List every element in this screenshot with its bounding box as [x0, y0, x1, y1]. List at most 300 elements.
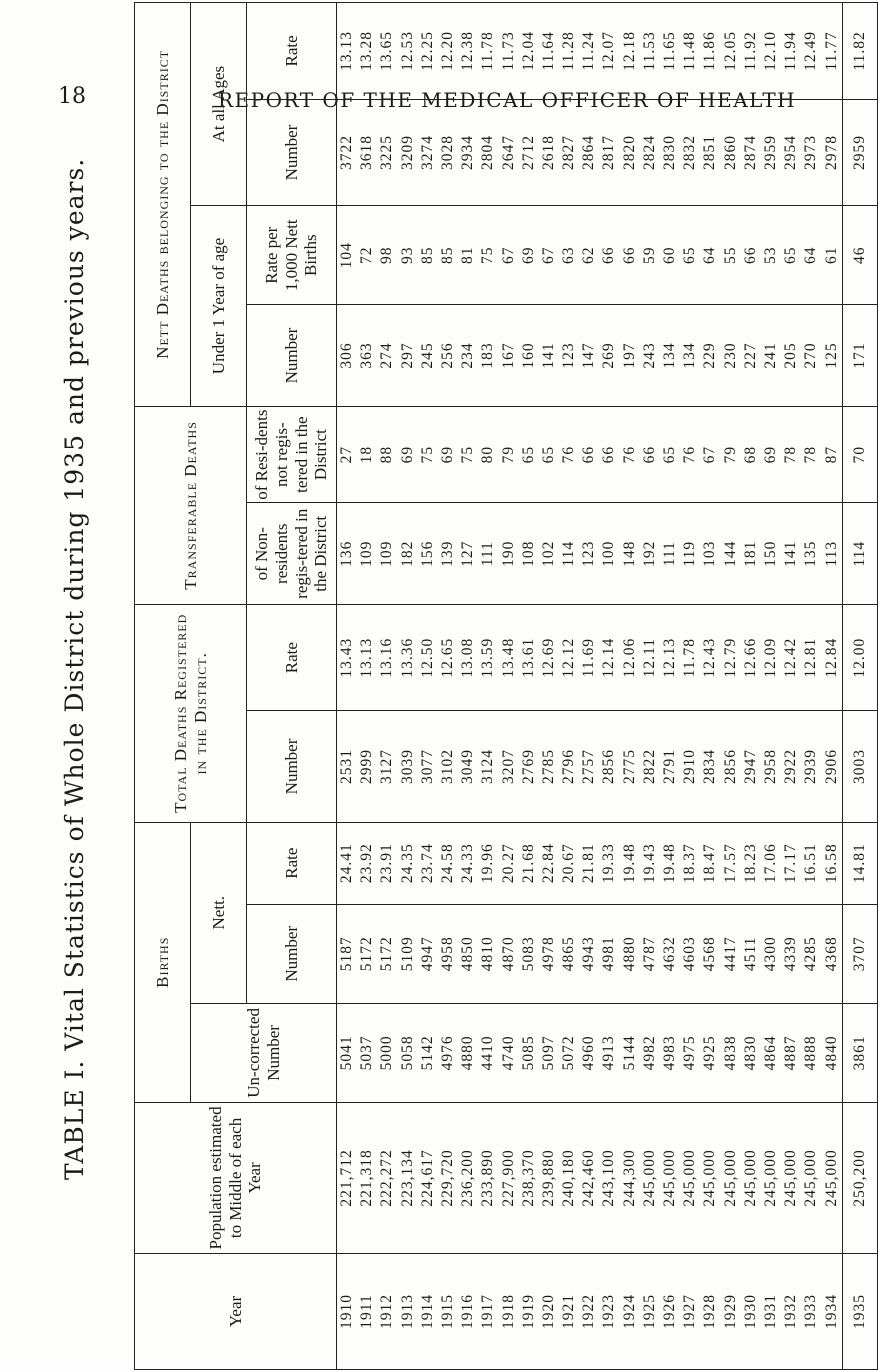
table-cell: 108	[519, 540, 537, 567]
table-cell: 11.28	[560, 31, 578, 71]
table-cell: 123	[560, 342, 578, 369]
table-cell: 1932	[782, 1294, 800, 1329]
table-cell: 245,000	[640, 1149, 658, 1207]
table-cell: 5041	[338, 1035, 355, 1071]
total-nett-deaths-number: 2959	[842, 99, 877, 205]
table-cell: 11.92	[741, 31, 759, 71]
table-cell: 69	[519, 246, 537, 264]
table-cell: 17.57	[721, 843, 739, 884]
table-cell: 4887	[782, 1035, 800, 1071]
table-cell: 88	[378, 445, 396, 464]
table-cell: 72	[358, 246, 376, 264]
table-cell: 4787	[640, 936, 658, 972]
table-cell: 270	[802, 342, 820, 369]
table-cell: 3274	[418, 135, 436, 170]
col-births-uncorrected	[337, 1003, 843, 1102]
table-cell: 11.94	[782, 31, 800, 71]
table-cell: 12.50	[418, 637, 436, 678]
table-cell: 1921	[560, 1294, 578, 1329]
table-cell: 2860	[721, 135, 739, 170]
table-cell: 363	[358, 342, 376, 369]
table-cell: 65	[539, 445, 557, 464]
table-cell: 1912	[378, 1294, 396, 1329]
header-under-1-number: Number	[247, 305, 337, 407]
table-cell: 2939	[802, 748, 820, 784]
header-residents: of Resi-dents not regis-tered in the District	[247, 406, 337, 503]
table-cell: 19.96	[479, 843, 497, 884]
table-cell: 12.84	[822, 637, 840, 678]
table-cell: 4958	[438, 936, 456, 972]
table-cell: 67	[539, 246, 557, 264]
table-cell: 2618	[539, 135, 557, 170]
table-cell: 2822	[640, 748, 658, 784]
col-under-1-number	[337, 305, 843, 407]
table-cell: 245,000	[761, 1149, 779, 1207]
table-cell: 141	[782, 540, 800, 567]
table-cell: 3077	[418, 748, 436, 784]
table-cell: 3722	[338, 135, 355, 170]
table-cell: 69	[398, 445, 416, 464]
table-cell: 111	[661, 541, 678, 567]
header-all-ages-number: Number	[247, 99, 337, 205]
table-cell: 244,300	[620, 1149, 638, 1207]
table-cell: 87	[822, 445, 840, 464]
col-nett-deaths-rate	[337, 3, 843, 100]
table-cell: 27	[338, 445, 355, 464]
table-cell: 11.73	[499, 31, 517, 71]
header-nett-deaths: Nett Deaths belonging to the District	[135, 3, 191, 407]
table-cell: 141	[539, 342, 557, 369]
table-cell: 18.37	[681, 843, 699, 884]
table-cell: 227,900	[499, 1149, 517, 1207]
total-under-1-number: 171	[842, 305, 877, 407]
table-cell: 12.11	[640, 638, 658, 678]
table-cell: 67	[701, 445, 719, 464]
table-cell: 4943	[580, 936, 598, 972]
table-cell: 2922	[782, 748, 800, 784]
table-cell: 2856	[600, 748, 618, 784]
table-cell: 2906	[822, 748, 840, 784]
table-cell: 2820	[620, 135, 638, 170]
table-cell: 1927	[681, 1294, 699, 1329]
table-cell: 150	[761, 540, 779, 567]
header-uncorrected-number: Un-corrected Number	[191, 1003, 337, 1102]
table-cell: 135	[802, 540, 820, 567]
header-total-deaths-rate: Rate	[247, 605, 337, 711]
table-cell: 4978	[539, 936, 557, 972]
table-cell: 66	[600, 445, 618, 464]
table-cell: 167	[499, 342, 517, 369]
table-cell: 205	[782, 342, 800, 369]
table-cell: 5187	[338, 936, 355, 972]
table-cell: 2769	[519, 748, 537, 784]
table-cell: 181	[741, 540, 759, 567]
table-cell: 2827	[560, 135, 578, 170]
table-cell: 76	[681, 445, 699, 464]
table-cell: 12.04	[519, 30, 537, 71]
table-cell: 13.13	[338, 30, 355, 71]
table-cell: 12.53	[398, 30, 416, 71]
header-births-rate: Rate	[247, 822, 337, 904]
table-cell: 12.66	[741, 637, 759, 678]
table-cell: 245,000	[721, 1149, 739, 1207]
table-cell: 223,134	[398, 1149, 416, 1207]
table-cell: 85	[438, 246, 456, 264]
table-cell: 18.23	[741, 843, 759, 884]
table-cell: 240,180	[560, 1149, 578, 1207]
table-cell: 134	[661, 342, 678, 369]
table-cell: 2864	[580, 135, 598, 170]
table-cell: 13.08	[459, 637, 477, 678]
table-cell: 1925	[640, 1294, 658, 1329]
total-population: 250,200	[842, 1102, 877, 1253]
table-cell: 12.18	[620, 30, 638, 71]
table-cell: 4368	[822, 936, 840, 972]
table-cell: 98	[378, 246, 396, 264]
table-cell: 1923	[600, 1294, 618, 1329]
total-births-nett-number: 3707	[842, 904, 877, 1003]
table-cell: 4975	[681, 1035, 699, 1071]
table-cell: 4913	[600, 1035, 618, 1071]
table-cell: 243,100	[600, 1149, 618, 1207]
table-cell: 13.59	[479, 637, 497, 678]
table-cell: 1933	[802, 1294, 820, 1329]
table-cell: 274	[378, 342, 396, 369]
table-cell: 2791	[661, 748, 678, 784]
table-cell: 2832	[681, 135, 699, 170]
table-cell: 11.78	[681, 638, 699, 678]
table-cell: 197	[620, 342, 638, 369]
table-cell: 19.48	[661, 843, 678, 884]
header-non-residents: of Non-residents regis-tered in the District	[247, 503, 337, 605]
table-cell: 2947	[741, 748, 759, 784]
table-cell: 4880	[459, 1035, 477, 1071]
table-cell: 245,000	[802, 1149, 820, 1207]
col-residents	[337, 406, 843, 503]
table-cell: 1919	[519, 1294, 537, 1329]
table-cell: 12.69	[539, 637, 557, 678]
total-nett-deaths-rate: 11.82	[842, 3, 877, 100]
table-cell: 147	[580, 342, 598, 369]
table-cell: 4888	[802, 1035, 820, 1071]
table-cell: 192	[640, 540, 658, 567]
header-year: Year	[135, 1253, 337, 1369]
table-cell: 55	[721, 246, 739, 264]
table-cell: 2874	[741, 135, 759, 170]
table-cell: 11.24	[580, 31, 598, 71]
table-cell: 3028	[438, 135, 456, 170]
table-cell: 236,200	[459, 1149, 477, 1207]
table-cell: 12.25	[418, 30, 436, 71]
table-cell: 67	[499, 246, 517, 264]
table-cell: 4983	[661, 1035, 678, 1071]
table-cell: 13.36	[398, 637, 416, 678]
table-cell: 221,318	[358, 1149, 376, 1207]
table-cell: 2834	[701, 748, 719, 784]
table-cell: 241	[761, 342, 779, 369]
table-cell: 66	[600, 246, 618, 264]
table-cell: 5085	[519, 1035, 537, 1071]
table-cell: 20.27	[499, 843, 517, 884]
table-cell: 1922	[580, 1294, 598, 1329]
table-cell: 148	[620, 540, 638, 567]
table-cell: 12.49	[802, 30, 820, 71]
table-cell: 11.64	[539, 31, 557, 71]
table-cell: 78	[782, 445, 800, 464]
table-cell: 134	[681, 342, 699, 369]
table-cell: 11.69	[580, 638, 598, 678]
table-cell: 2775	[620, 748, 638, 784]
table-cell: 4870	[499, 936, 517, 972]
table-cell: 75	[479, 246, 497, 264]
table-cell: 2830	[661, 135, 678, 170]
table-cell: 2757	[580, 748, 598, 784]
table-cell: 4850	[459, 936, 477, 972]
header-births: Births	[135, 822, 191, 1102]
table-cell: 12.06	[620, 637, 638, 678]
table-cell: 4568	[701, 936, 719, 972]
table-cell: 224,617	[418, 1149, 436, 1207]
total-deaths-rate: 12.00	[842, 605, 877, 711]
table-cell: 24.58	[438, 843, 456, 884]
table-cell: 297	[398, 342, 416, 369]
table-cell: 69	[761, 445, 779, 464]
table-cell: 4810	[479, 936, 497, 972]
table-cell: 245,000	[661, 1149, 678, 1207]
table-cell: 21.81	[580, 843, 598, 884]
table-cell: 11.86	[701, 31, 719, 71]
table-cell: 66	[741, 246, 759, 264]
table-cell: 2978	[822, 135, 840, 170]
table-cell: 2973	[802, 135, 820, 170]
table-cell: 24.33	[459, 843, 477, 884]
table-cell: 79	[721, 445, 739, 464]
table-cell: 1934	[822, 1294, 840, 1329]
table-cell: 5109	[398, 936, 416, 972]
vital-statistics-table	[134, 2, 868, 1370]
table-cell: 104	[338, 242, 355, 269]
table-cell: 2804	[479, 135, 497, 170]
total-births-uncorrected: 3861	[842, 1003, 877, 1102]
table-cell: 127	[459, 540, 477, 567]
table-cell: 1931	[761, 1294, 779, 1329]
table-cell: 4339	[782, 936, 800, 972]
table-cell: 2910	[681, 748, 699, 784]
table-cell: 12.42	[782, 637, 800, 678]
col-under-1-rate	[337, 206, 843, 305]
table-cell: 111	[479, 541, 497, 567]
table-cell: 5142	[418, 1035, 436, 1071]
table-cell: 242,460	[580, 1149, 598, 1207]
table-cell: 22.84	[539, 843, 557, 884]
table-cell: 5072	[560, 1035, 578, 1071]
table-cell: 103	[701, 540, 719, 567]
table-cell: 75	[459, 445, 477, 464]
table-cell: 11.48	[681, 31, 699, 71]
table-cell: 85	[418, 246, 436, 264]
table-cell: 18.47	[701, 843, 719, 884]
table-cell: 21.68	[519, 843, 537, 884]
table-cell: 79	[499, 445, 517, 464]
table-cell: 19.48	[620, 843, 638, 884]
table-cell: 12.65	[438, 637, 456, 678]
table-cell: 123	[580, 540, 598, 567]
table-cell: 1920	[539, 1294, 557, 1329]
col-population	[337, 1102, 843, 1253]
table-cell: 3225	[378, 135, 396, 170]
table-cell: 20.67	[560, 843, 578, 884]
total-births-nett-rate: 14.81	[842, 822, 877, 904]
table-cell: 1924	[620, 1294, 638, 1329]
table-cell: 64	[701, 246, 719, 264]
table-cell: 2958	[761, 748, 779, 784]
running-head: REPORT OF THE MEDICAL OFFICER OF HEALTH	[218, 88, 797, 112]
table-cell: 65	[681, 246, 699, 264]
table-cell: 114	[560, 540, 578, 567]
table-cell: 12.14	[600, 637, 618, 678]
table-cell: 76	[560, 445, 578, 464]
table-cell: 4603	[681, 936, 699, 972]
table-cell: 59	[640, 246, 658, 264]
table-cell: 12.05	[721, 30, 739, 71]
header-total-deaths-number: Number	[247, 711, 337, 822]
table-cell: 119	[681, 540, 699, 567]
table-cell: 245,000	[741, 1149, 759, 1207]
table-cell: 1914	[418, 1294, 436, 1329]
table-cell: 19.43	[640, 843, 658, 884]
table-cell: 1916	[459, 1294, 477, 1329]
table-cell: 12.43	[701, 637, 719, 678]
table-cell: 4840	[822, 1035, 840, 1071]
table-cell: 1918	[499, 1294, 517, 1329]
table-cell: 102	[539, 540, 557, 567]
table-cell: 222,272	[378, 1149, 396, 1207]
table-cell: 245,000	[701, 1149, 719, 1207]
table-cell: 2934	[459, 135, 477, 170]
total-residents: 70	[842, 406, 877, 503]
table-cell: 3102	[438, 748, 456, 784]
table-cell: 93	[398, 246, 416, 264]
table-cell: 2856	[721, 748, 739, 784]
table-cell: 4300	[761, 936, 779, 972]
table-cell: 183	[479, 342, 497, 369]
table-cell: 2959	[761, 135, 779, 170]
total-deaths-number: 3003	[842, 711, 877, 822]
table-cell: 65	[782, 246, 800, 264]
table-cell: 13.61	[519, 637, 537, 678]
table-cell: 1913	[398, 1294, 416, 1329]
table-cell: 4982	[640, 1035, 658, 1071]
table-cell: 19.33	[600, 843, 618, 884]
table-cell: 12.79	[721, 637, 739, 678]
table-cell: 109	[378, 540, 396, 567]
table-cell: 4981	[600, 936, 618, 972]
table-cell: 12.38	[459, 30, 477, 71]
table-cell: 12.20	[438, 30, 456, 71]
table-cell: 113	[822, 540, 840, 567]
table-cell: 227	[741, 342, 759, 369]
table-cell: 24.41	[338, 843, 355, 884]
table-cell: 3209	[398, 135, 416, 170]
table-cell: 12.81	[802, 637, 820, 678]
table-cell: 17.06	[761, 843, 779, 884]
table-cell: 64	[802, 246, 820, 264]
table-cell: 2954	[782, 135, 800, 170]
table-cell: 4865	[560, 936, 578, 972]
table-cell: 4410	[479, 1035, 497, 1071]
table-cell: 12.07	[600, 30, 618, 71]
table-cell: 68	[741, 445, 759, 464]
table-cell: 1911	[358, 1294, 376, 1329]
header-at-all-ages: At all Ages	[191, 3, 247, 206]
table-cell: 2712	[519, 135, 537, 170]
table-cell: 12.10	[761, 30, 779, 71]
table-cell: 3124	[479, 748, 497, 784]
table-cell: 66	[640, 445, 658, 464]
header-transferable-deaths: Transferable Deaths	[135, 406, 247, 604]
table-cell: 182	[398, 540, 416, 567]
table-cell: 23.91	[378, 843, 396, 884]
table-cell: 4976	[438, 1035, 456, 1071]
table-cell: 256	[438, 342, 456, 369]
col-nett-deaths-number	[337, 99, 843, 205]
table-cell: 4511	[741, 936, 759, 971]
col-non-residents	[337, 503, 843, 605]
table-cell: 4864	[761, 1035, 779, 1071]
table-cell: 60	[661, 246, 678, 264]
table-cell: 2796	[560, 748, 578, 784]
table-cell: 12.09	[761, 637, 779, 678]
table-cell: 3127	[378, 748, 396, 784]
table-cell: 78	[802, 445, 820, 464]
table-cell: 4880	[620, 936, 638, 972]
table-cell: 5058	[398, 1035, 416, 1071]
table-cell: 4417	[721, 936, 739, 972]
table-cell: 238,370	[519, 1149, 537, 1207]
table-cell: 234	[459, 342, 477, 369]
header-all-ages-rate: Rate	[247, 3, 337, 100]
table-cell: 245	[418, 342, 436, 369]
table-cell: 2531	[338, 748, 355, 784]
table-cell: 2851	[701, 135, 719, 170]
table-cell: 245,000	[681, 1149, 699, 1207]
table-cell: 66	[620, 246, 638, 264]
table-cell: 5000	[378, 1035, 396, 1071]
table-cell: 4947	[418, 936, 436, 972]
total-non-residents: 114	[842, 503, 877, 605]
table-cell: 1917	[479, 1294, 497, 1329]
table-cell: 24.35	[398, 843, 416, 884]
table-cell: 53	[761, 246, 779, 264]
table-cell: 190	[499, 540, 517, 567]
total-year: 1935	[842, 1253, 877, 1369]
table-cell: 1915	[438, 1294, 456, 1329]
table-cell: 23.92	[358, 843, 376, 884]
table-cell: 306	[338, 342, 355, 369]
table-cell: 3207	[499, 748, 517, 784]
table-cell: 75	[418, 445, 436, 464]
table-cell: 4285	[802, 936, 820, 972]
table-cell: 2824	[640, 135, 658, 170]
table-cell: 245,000	[822, 1149, 840, 1207]
table-cell: 66	[580, 445, 598, 464]
table-cell: 69	[438, 445, 456, 464]
table-cell: 160	[519, 342, 537, 369]
table-cell: 23.74	[418, 843, 436, 884]
table-cell: 1928	[701, 1294, 719, 1329]
table-cell: 81	[459, 246, 477, 264]
table-cell: 5083	[519, 936, 537, 972]
